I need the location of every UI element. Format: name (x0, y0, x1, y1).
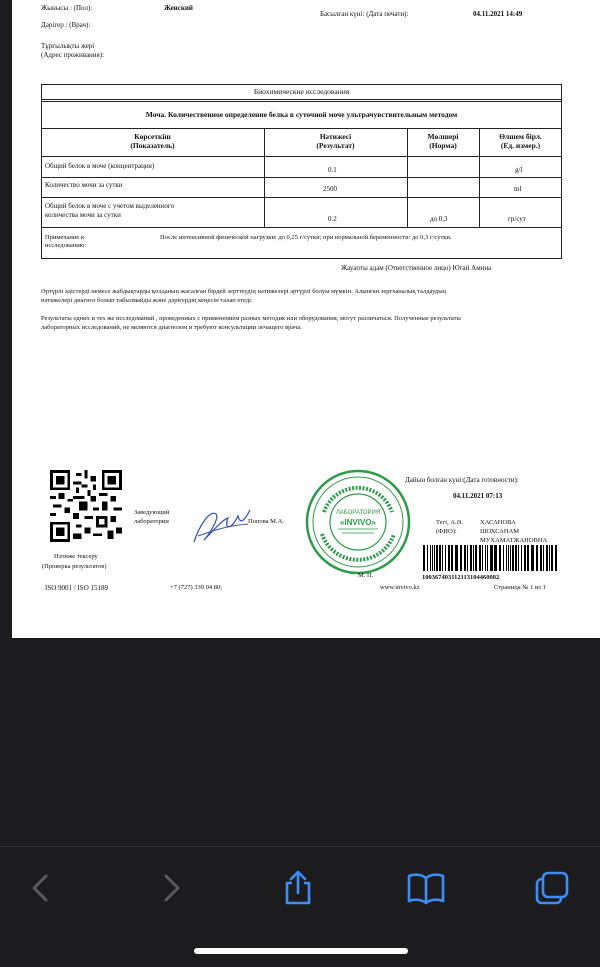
barcode-bar (536, 545, 538, 571)
barcode-bar (531, 545, 534, 571)
head-label-cont: лаборатории (134, 518, 169, 525)
head-name: Попова М.А. (248, 518, 284, 525)
address-label: Тұрғылықты жері (41, 42, 95, 50)
address-label-ru: (Адрес проживания): (41, 51, 105, 59)
col-header-norm: Мөлшері (Норма) (427, 132, 459, 150)
barcode-bar (499, 545, 501, 571)
col-header-indicator: Көрсеткіш (Показатель) (130, 132, 175, 150)
barcode-bar (445, 545, 446, 571)
barcode-bar (430, 545, 431, 571)
barcode-bar (467, 545, 468, 571)
barcode-bar (546, 545, 548, 571)
barcode-number: 100367403112113104460082 (422, 574, 500, 581)
barcode-bar (524, 545, 526, 571)
barcode-bar (490, 545, 493, 571)
barcode-bar (521, 545, 522, 571)
barcode-bar (512, 545, 514, 571)
barcode-bar (442, 545, 443, 571)
row-norm: до 0,3 (430, 215, 448, 223)
disclaimer-kz: Әртүрлі әдістерді немесе жабдықтарды қолданып жасалған бірдей зерттеудің нәтижелері әртүрлі болуы мүмкін. Алынған зертханалық талдаудың (41, 288, 447, 295)
barcode-bar (503, 545, 504, 571)
row-name: Количество мочи за сутки (45, 181, 123, 189)
barcode-bar (439, 545, 441, 571)
barcode-bar (551, 545, 553, 571)
row-unit: g/l (515, 166, 523, 174)
barcode-bar (470, 545, 472, 571)
share-icon[interactable] (278, 868, 318, 908)
back-icon[interactable] (22, 868, 62, 908)
barcode-bar (515, 545, 517, 571)
note-label: Примечание к (45, 234, 85, 241)
barcode-bar (448, 545, 450, 571)
barcode-bar (527, 545, 529, 571)
barcode-bar (555, 545, 557, 571)
barcode-bar (451, 545, 453, 571)
barcode-image (422, 545, 560, 571)
check-label: Нәтиже тексеру (54, 553, 98, 560)
responsible-person: Жауапты адам (Ответственное лицо) Югай Амина (341, 264, 492, 272)
svg-text:«INVIVO»: «INVIVO» (339, 518, 377, 527)
print-date-value: 04.11.2021 14:49 (473, 10, 523, 18)
iso-standards: ISO 9001 / ISO 15189 (45, 584, 109, 592)
barcode-bar (508, 545, 509, 571)
barcode-bar (487, 545, 488, 571)
gender-label: Жынысы : (Пол): (41, 4, 93, 12)
barcode-bar (485, 545, 486, 571)
row-name-cont: количества мочи за сутки (45, 211, 121, 219)
qr-code (50, 470, 122, 542)
document-page (12, 0, 600, 638)
col-header-result: Нәтижесі (Результат) (316, 132, 355, 150)
patient-surname: ХАСАНОВА (480, 519, 516, 526)
disclaimer-ru-cont: лабораторных исследований, не являются диагнозом и требуют консультации лечащего врача. (41, 324, 302, 331)
phone-number: +7 (727) 339 04 80; (170, 584, 223, 591)
barcode-bar (540, 545, 542, 571)
row-result: 0.2 (328, 215, 337, 223)
barcode-bar (455, 545, 458, 571)
barcode-bar (479, 545, 481, 571)
row-result: 2500 (323, 185, 337, 193)
ready-date-label: Дайын болған күні:(Дата готовности): (405, 476, 519, 484)
note-label-cont: исследованию: (45, 242, 87, 249)
row-name: Общий белок в моче (концентрация) (45, 162, 155, 170)
patient-patronymic: МУХАМАТЖАНОВНА (480, 537, 548, 544)
website: www.invivo.kz (380, 584, 420, 591)
disclaimer-kz-cont: нәтижелері диагноз болып табылмайды және дәрігердің кеңесін талап етеді. (41, 297, 253, 304)
forward-icon[interactable] (150, 868, 190, 908)
barcode-bar (494, 545, 497, 571)
barcode-bar (549, 545, 550, 571)
barcode-bar (436, 545, 438, 571)
check-label-ru: (Проверка результатов) (42, 563, 107, 570)
barcode-bar (434, 545, 435, 571)
barcode-bar (473, 545, 474, 571)
barcode-bar (543, 545, 544, 571)
barcode-bar (475, 545, 477, 571)
barcode-bar (464, 545, 466, 571)
bookmarks-icon[interactable] (406, 868, 446, 908)
page-number: Страница № 1 из 1 (494, 584, 546, 591)
print-date-label: Басылған күні: (Дата печати): (320, 10, 409, 18)
fio-label-ru: (ФИО): (436, 528, 457, 535)
test-title: Моча. Количественное определение белка в суточной моче ультрачувствительным методом (145, 110, 458, 119)
row-result: 0.1 (328, 166, 337, 174)
section-title: Биохимические исследования (253, 87, 350, 96)
barcode-bar (482, 545, 483, 571)
barcode-bar (423, 545, 425, 571)
row-unit: гр/сут (508, 215, 526, 223)
laboratory-stamp (304, 468, 412, 576)
home-indicator[interactable] (194, 948, 408, 954)
row-name: Общий белок в моче с учетом выделенного (45, 202, 175, 210)
gender-value: Женский (164, 4, 193, 12)
tabs-icon[interactable] (532, 868, 572, 908)
barcode-bar (460, 545, 462, 571)
barcode-bar (518, 545, 519, 571)
stamp-label: М. П. (358, 572, 374, 579)
col-header-unit: Өлшем бірл. (Ед. измер.) (499, 132, 542, 150)
patient-name: ШОХСАНАМ (480, 528, 520, 535)
doctor-label: Дәрігер : (Врач): (41, 21, 91, 29)
disclaimer-ru: Результаты одних и тех же исследований , проведенных с применением разных методик или оборудования, могут различаться. Полученные результаты (41, 315, 461, 322)
barcode-bar (432, 545, 433, 571)
barcode-bar (427, 545, 428, 571)
row-unit: ml (514, 185, 522, 193)
head-label: Заведующий (134, 509, 170, 516)
fio-label: Тегі, А.Ә. (436, 519, 463, 526)
note-text: После интенсивной физической нагрузки: до 0,25 г/сутки; при нормальной беременности: до 0,3 г/сутки. (160, 234, 452, 241)
barcode-bar (506, 545, 507, 571)
svg-text:ЛАБОРАТОРИЯ: ЛАБОРАТОРИЯ (335, 510, 381, 516)
signature-image (190, 502, 252, 546)
barcode-bar (510, 545, 511, 571)
ready-date-value: 04.11.2021 07:13 (453, 492, 503, 500)
